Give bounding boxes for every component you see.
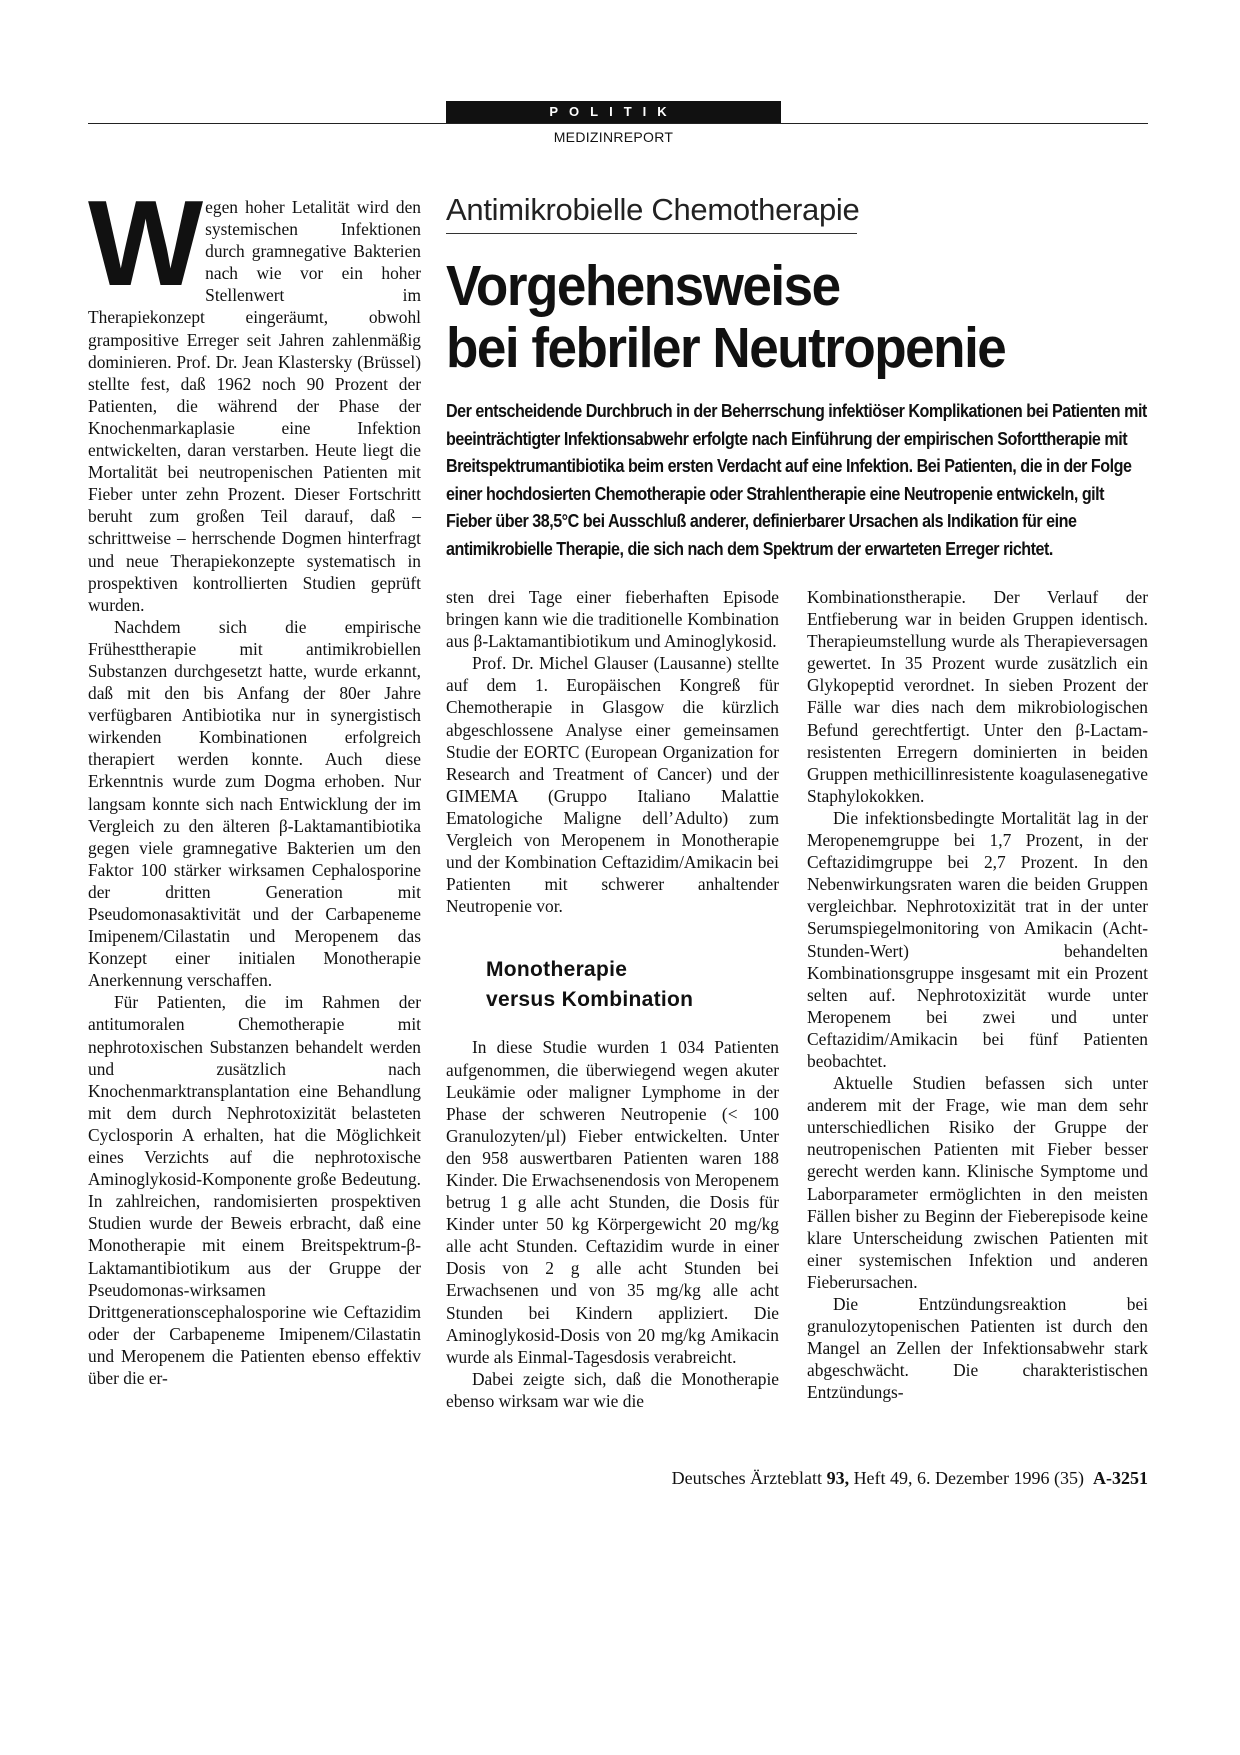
paragraph: In diese Studie wurden 1 034 Patienten aufgenommen, die überwiegend wegen akuter Leukämie oder maligner Lymphome in der Phase der schweren Neutropenie (< 100 Granulozyten/µl) Fieber entwickelten. Unter den 958 auswertbaren Patienten waren 188 Kinder. Die Erwachsenendosis von Meropenem betrug 1 g alle acht Stunden, die Dosis für Kinder unter 50 kg Körpergewicht 20 mg/kg alle acht Stunden. Ceftazidim wurde in einer Dosis von 2 g alle acht Stunden bei Erwachsenen und von 35 mg/kg alle acht Stunden bei Kindern appliziert. Die Aminoglykosid-Dosis von 20 mg/kg Amikacin wurde als Einmal-Tagesdosis verabreicht. xyxy=(446,1037,779,1367)
paragraph xyxy=(88,175,421,616)
paragraph: Aktuelle Studien befassen sich unter anderem mit der Frage, wie man dem sehr unterschiedlichen Risiko der Gruppe der neutropenischen Patienten mit Fieber besser gerecht werden kann. Klinische Symptome und Laborparameter ermöglichten in den meisten Fällen bisher zu Beginn der Fieberepisode keine klare Unterscheidung zwischen Patienten mit einer systemischen Infektion und anderen Fieberursachen. xyxy=(807,1073,1148,1292)
paragraph: Die Entzündungsreaktion bei granulozytopenischen Patienten ist durch den Mangel an Zellen der Infektionsabwehr stark abgeschwächt. Die charakteristischen Entzündungs- xyxy=(807,1294,1148,1403)
journal-volume: 93, xyxy=(826,1468,850,1488)
page-footer xyxy=(520,1468,1148,1489)
paragraph: sten drei Tage einer fieberhaften Episode bringen kann wie die traditionelle Kombination aus β-Laktamantibiotikum und Aminoglykosid. xyxy=(446,587,779,652)
column-1 xyxy=(88,175,421,1389)
paragraph: Prof. Dr. Michel Glauser (Lausanne) stellte auf dem 1. Europäischen Kongreß für Chemotherapie in Glasgow die kürzlich abgeschlossene Analyse einer gemeinsamen Studie der EORTC (European Organization for Research and Treatment of Cancer) und der GIMEMA (Gruppo Italiano Malattie Ematologiche Maligne dell’Adulto) zum Vergleich von Meropenem in Monotherapie und der Kombination Ceftazidim/Amikacin bei Patienten mit schwerer anhaltender Neutropenie vor. xyxy=(446,653,779,917)
article-lead: Der entscheidende Durchbruch in der Beherrschung infektiöser Komplikationen bei Patienten mit beeinträchtigter Infektionsabwehr erfolgte nach Einführung der empirischen Soforttherapie mit Breitspektrumantibiotika beim ersten Verdacht auf eine Infektion. Bei Patienten, die in der Folge einer hochdosierten Chemotherapie oder Strahlentherapie eine Neutropenie entwickeln, gilt Fieber über 38,5°C bei Ausschluß anderer, definierbarer Ursachen als Indikation für eine antimikrobielle Therapie, die sich nach dem Spektrum der erwarteten Erreger richtet. xyxy=(446,401,1147,559)
header-rule xyxy=(88,123,1148,124)
paragraph: Für Patienten, die im Rahmen der antitumoralen Chemotherapie mit nephrotoxischen Substanzen behandelt werden und zusätzlich nach Knochenmarktransplantation eine Behandlung mit dem durch Nephrotoxizität belasteten Cyclosporin A erhalten, hat die Möglichkeit eines Verzichts auf die nephrotoxische Aminoglykosid-Komponente große Bedeutung. In zahlreichen, randomisierten prospektiven Studien wurde der Beweis erbracht, daß eine Monotherapie mit einem Breitspektrum-β-Laktamantibiotikum aus der Gruppe der Pseudomonas-wirksamen Drittgenerationscephalosporine wie Ceftazidim oder der Carbapeneme Imipenem/Cilastatin und Meropenem die Patienten ebenso effektiv über die er- xyxy=(88,992,421,1388)
subheading-line-2: versus Kombination xyxy=(486,988,694,1012)
headline-line-1: Vorgehensweise xyxy=(446,254,840,318)
drop-cap: W xyxy=(88,175,200,311)
paragraph-text: egen hoher Letalität wird den systemischen Infektionen durch gramnegative Bakterien nach wie vor ein hoher Stellenwert im Therapiekonzept eingeräumt, obwohl grampositive Erreger seit Jahren zahlenmäßig dominieren. Prof. Dr. Jean Klastersky (Brüssel) stellte fest, daß 1962 noch 90 Prozent der Patienten, die während der Phase der Knochenmarkaplasie eine Infektion entwickelten, daran verstarben. Heute liegt die Mortalität bei neutropenischen Patienten mit Fieber unter zehn Prozent. Dieser Fortschritt beruht zum großen Teil darauf, daß – schrittweise – herrschende Dogmen hinterfragt und neue Therapiekonzepte systematisch in prospektiven kontrollierten Studien geprüft wurden. xyxy=(88,197,421,615)
issue-date: Heft 49, 6. Dezember 1996 (35) xyxy=(853,1468,1084,1488)
kicker-underline xyxy=(446,233,857,234)
page-number: A-3251 xyxy=(1093,1468,1148,1488)
section-subheading xyxy=(486,955,779,1015)
paragraph: Dabei zeigte sich, daß die Monotherapie ebenso wirksam war wie die xyxy=(446,1368,779,1411)
headline-line-2: bei febriler Neutropenie xyxy=(446,316,1006,380)
column-2 xyxy=(446,586,779,1412)
paragraph: Die infektionsbedingte Mortalität lag in der Meropenemgruppe bei 1,7 Prozent, in der Ceftazidimgruppe bei 2,7 Prozent. In den Nebenwirkungsraten waren die beiden Gruppen vergleichbar. Nephrotoxizität trat in der unter Serumspiegelmonitoring von Amikacin (Acht-Stunden-Wert) behandelten Kombinationsgruppe insgesamt mit ein Prozent selten auf. Nephrotoxizität wurde unter Meropenem bei zwei und unter Ceftazidim/Amikacin bei fünf Patienten beobachtet. xyxy=(807,807,1148,1071)
article-kicker: Antimikrobielle Chemotherapie xyxy=(446,192,860,227)
paragraph: Nachdem sich die empirische Frühesttherapie mit antimikrobiellen Substanzen durchgesetzt hatte, wurde erkannt, daß mit den bis Anfang der 80er Jahre verfügbaren Antibiotika nur in synergistisch wirkenden Kombinationen erfolgreich therapiert werden konnte. Auch diese Erkenntnis wurde zum Dogma erhoben. Nur langsam konnte sich nach Entwicklung der im Vergleich zu den älteren β-Laktamantibiotika gegen viele gramnegative Bakterien um den Faktor 100 stärker wirksamen Cephalosporine der dritten Generation mit Pseudomonasaktivität und der Carbapeneme Imipenem/Cilastatin und Meropenem das Konzept einer initialen Monotherapie Anerkennung verschaffen. xyxy=(88,616,421,991)
column-3 xyxy=(807,586,1148,1403)
journal-name: Deutsches Ärzteblatt xyxy=(671,1468,823,1488)
section-label: POLITIK xyxy=(446,101,781,123)
subsection-label: MEDIZINREPORT xyxy=(553,129,674,145)
article-headline xyxy=(446,255,1106,379)
subheading-line-1: Monotherapie xyxy=(486,958,628,982)
paragraph: Kombinationstherapie. Der Verlauf der Entfieberung war in beiden Gruppen identisch. Therapieumstellung wurde als Therapieversagen gewertet. In 35 Prozent wurde zusätzlich ein Glykopeptid verordnet. In sieben Prozent der Fälle war dies nach dem mikrobiologischen Befund gerechtfertigt. Unter den β-Lactam-resistenten Erregern dominierten in beiden Gruppen methicillinresistente koagulasenegative Staphylokokken. xyxy=(807,587,1148,806)
